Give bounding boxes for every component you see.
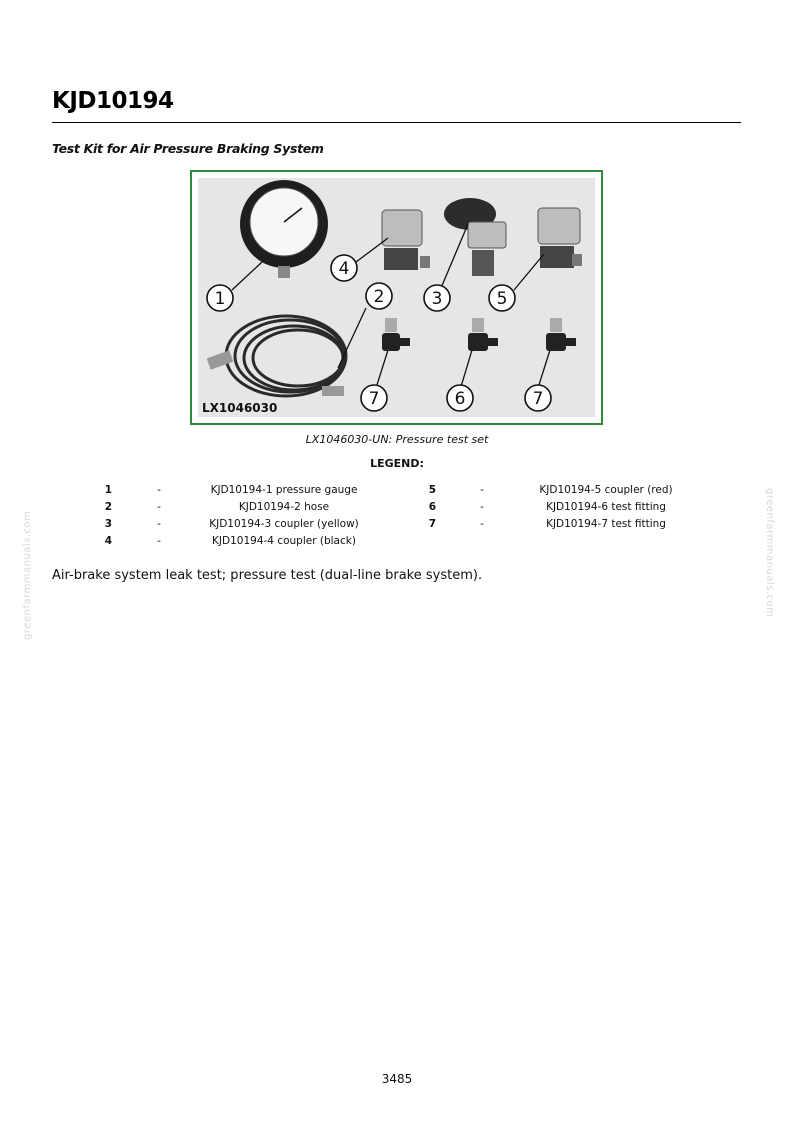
page-subtitle: Test Kit for Air Pressure Braking System [52,141,324,156]
legend-text: KJD10194-5 coupler (red) [539,484,673,496]
legend-number: 6 [428,501,436,513]
page-title: KJD10194 [52,88,174,114]
watermark-right: greenfarmmanuals.com [764,488,775,618]
title-rule [52,122,741,123]
legend-text: KJD10194-2 hose [238,501,330,513]
callout-4: 4 [338,259,350,279]
legend-text: KJD10194-4 coupler (black) [212,535,356,547]
figure-caption: LX1046030-UN: Pressure test set [305,433,489,446]
legend-number: 5 [428,484,436,496]
legend-number: 4 [104,535,112,547]
image-code: LX1046030 [202,401,278,415]
callout-1: 1 [214,289,226,309]
pressure-test-set-illustration [198,178,595,417]
figure-frame [190,170,603,425]
legend-dash: - [157,518,161,530]
legend-number: 7 [428,518,436,530]
page-number: 3485 [381,1072,413,1086]
legend-title: LEGEND: [370,457,424,470]
callout-7b: 7 [532,389,544,409]
legend-number: 3 [104,518,112,530]
legend-dash: - [480,518,484,530]
legend-text: KJD10194-7 test fitting [546,518,666,530]
legend-dash: - [480,484,484,496]
legend-dash: - [157,501,161,513]
watermark-left: greenfarmmanuals.com [22,510,33,640]
callout-6: 6 [454,389,466,409]
callout-2: 2 [373,287,385,307]
description-paragraph: Air-brake system leak test; pressure test (dual-line brake system). [52,568,483,583]
callout-5: 5 [496,289,508,309]
legend-text: KJD10194-1 pressure gauge [210,484,358,496]
legend-text: KJD10194-3 coupler (yellow) [209,518,359,530]
legend-dash: - [480,501,484,513]
coupler-5-illustration [538,208,582,268]
legend-dash: - [157,484,161,496]
callout-3: 3 [431,289,443,309]
legend-text: KJD10194-6 test fitting [546,501,666,513]
legend-dash: - [157,535,161,547]
legend-number: 1 [104,484,112,496]
legend-number: 2 [104,501,112,513]
callout-7a: 7 [368,389,380,409]
